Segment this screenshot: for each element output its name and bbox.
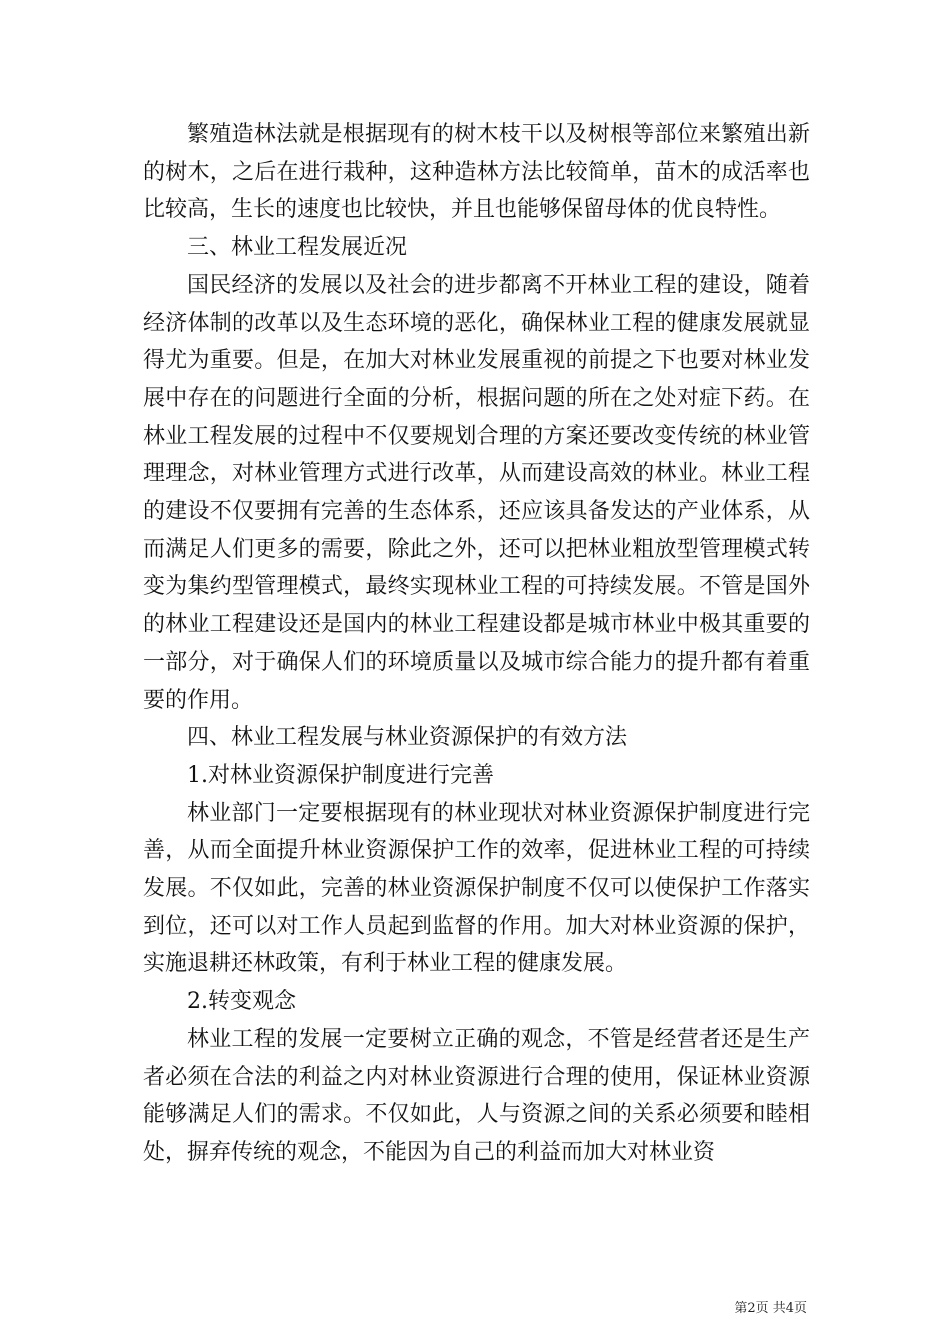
paragraph-development-status: 国民经济的发展以及社会的进步都离不开林业工程的建设，随着经济体制的改革以及生态环境的恶化，确保林业工程的健康发展就显得尤为重要。但是，在加大对林业发展重视的前提之下也要对林业发展中存在的问题进行全面的分析，根据问题的所在之处对症下药。在林业工程发展的过程中不仅要规划合理的方案还要改变传统的林业管理理念，对林业管理方式进行改革，从而建设高效的林业。林业工程的建设不仅要拥有完善的生态体系，还应该具备发达的产业体系，从而满足人们更多的需要，除此之外，还可以把林业粗放型管理模式转变为集约型管理模式，最终实现林业工程的可持续发展。不管是国外的林业工程建设还是国内的林业工程建设都是城市林业中极其重要的一部分，对于确保人们的环境质量以及城市综合能力的提升都有着重要的作用。 [143, 272, 810, 713]
section-heading-3: 三、林业工程发展近况 [187, 235, 408, 261]
section-heading-4: 四、林业工程发展与林业资源保护的有效方法 [187, 725, 628, 751]
document-body [143, 116, 810, 1172]
page-indicator: 第2页 共4页 [734, 1301, 807, 1316]
subheading-2: 2.转变观念 [187, 989, 296, 1015]
paragraph-protection-system: 林业部门一定要根据现有的林业现状对林业资源保护制度进行完善，从而全面提升林业资源保护工作的效率，促进林业工程的可持续发展。不仅如此，完善的林业资源保护制度不仅可以使保护工作落实到位，还可以对工作人员起到监督的作用。加大对林业资源的保护，实施退耕还林政策，有利于林业工程的健康发展。 [143, 800, 810, 977]
paragraph-change-concepts: 林业工程的发展一定要树立正确的观念，不管是经营者还是生产者必须在合法的利益之内对林业资源进行合理的使用，保证林业资源能够满足人们的需求。不仅如此，人与资源之间的关系必须要和睦相处，摒弃传统的观念，不能因为自己的利益而加大对林业资 [143, 1026, 810, 1165]
paragraph-propagation-method: 繁殖造林法就是根据现有的树木枝干以及树根等部位来繁殖出新的树木，之后在进行栽种，这种造林方法比较简单，苗木的成活率也比较高，生长的速度也比较快，并且也能够保留母体的优良特性。 [143, 122, 810, 223]
subheading-1: 1.对林业资源保护制度进行完善 [187, 762, 494, 788]
